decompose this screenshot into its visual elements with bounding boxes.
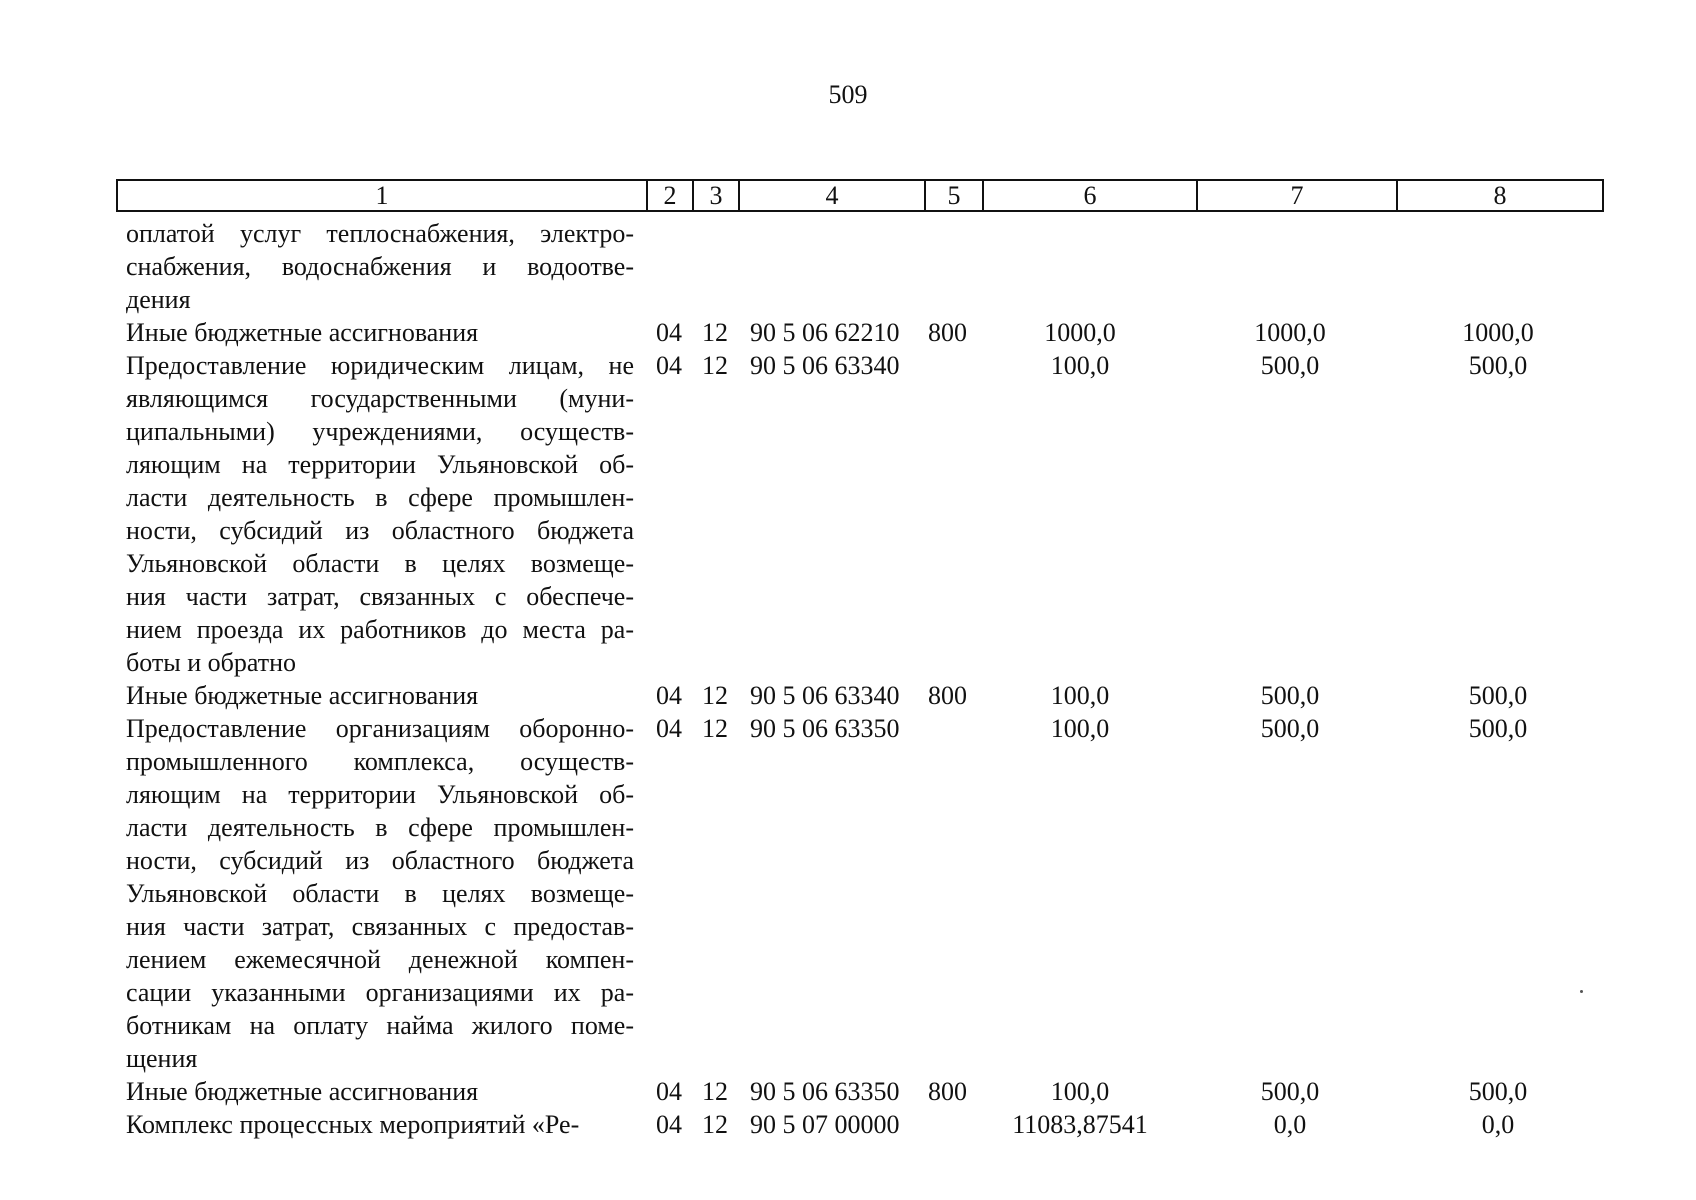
description-line: оплатой услуг теплоснабжения, электро-: [126, 219, 634, 248]
cell-col-7: 500,0: [1260, 351, 1320, 380]
description-line: ния части затрат, связанных с обеспече-: [126, 582, 634, 611]
cell-col-7: 500,0: [1260, 1077, 1320, 1106]
cell-col-3: 12: [702, 1077, 728, 1106]
cell-col-8: 500,0: [1468, 351, 1528, 380]
description-line: ласти деятельность в сфере промышлен-: [126, 483, 634, 512]
table-body: [0, 217, 1696, 1141]
row-description: [126, 316, 634, 349]
cell-col-2: 04: [656, 1077, 682, 1106]
cell-col-2: 04: [656, 318, 682, 347]
description-line: ботникам на оплату найма жилого поме-: [126, 1011, 634, 1040]
cell-col-6: 11083,87541: [1012, 1110, 1148, 1139]
cell-col-8: 1000,0: [1462, 318, 1534, 347]
cell-col-2: 04: [656, 714, 682, 743]
description-line: сации указанными организациями их ра-: [126, 978, 634, 1007]
cell-col-3: 12: [702, 1110, 728, 1139]
row-description: [126, 217, 634, 316]
description-line: Ульяновской области в целях возмеще-: [126, 549, 634, 578]
table-row: [0, 1108, 1696, 1141]
description-line: ласти деятельность в сфере промышлен-: [126, 813, 634, 842]
cell-col-2: 04: [656, 681, 682, 710]
row-description: [126, 712, 634, 1075]
description-line: Предоставление юридическим лицам, не: [126, 351, 634, 380]
description-line: Комплекс процессных мероприятий «Ре-: [126, 1110, 580, 1139]
description-line: нием проезда их работников до места ра-: [126, 615, 634, 644]
description-line: промышленного комплекса, осуществ-: [126, 747, 634, 776]
row-description: [126, 1108, 634, 1141]
cell-col-8: 0,0: [1481, 1110, 1515, 1139]
cell-col-2: 04: [656, 1110, 682, 1139]
description-line: дения: [126, 285, 191, 314]
cell-col-5: 800: [928, 1077, 967, 1106]
table-header: [116, 179, 1604, 212]
description-line: боты и обратно: [126, 648, 297, 677]
cell-col-5: 800: [928, 681, 967, 710]
header-col-4: 4: [740, 181, 926, 210]
cell-col-7: 0,0: [1273, 1110, 1307, 1139]
cell-col-6: 100,0: [1050, 681, 1110, 710]
cell-col-7: 1000,0: [1254, 318, 1326, 347]
table-row: [0, 316, 1696, 349]
header-col-3: 3: [694, 181, 740, 210]
cell-col-8: 500,0: [1468, 714, 1528, 743]
description-line: являющимся государственными (муни-: [126, 384, 634, 413]
description-line: Предоставление организациям оборонно-: [126, 714, 634, 743]
cell-col-8: 500,0: [1468, 1077, 1528, 1106]
description-line: ности, субсидий из областного бюджета: [126, 846, 634, 875]
table-row: [0, 712, 1696, 1075]
page-number: 509: [828, 80, 868, 109]
description-line: Ульяновской области в целях возмеще-: [126, 879, 634, 908]
description-line: снабжения, водоснабжения и водоотве-: [126, 252, 634, 281]
cell-col-6: 100,0: [1050, 351, 1110, 380]
cell-col-3: 12: [702, 714, 728, 743]
cell-col-3: 12: [702, 318, 728, 347]
cell-col-4: 90 5 06 63350: [750, 1077, 900, 1106]
header-col-5: 5: [926, 181, 984, 210]
header-col-2: 2: [648, 181, 694, 210]
description-line: ности, субсидий из областного бюджета: [126, 516, 634, 545]
cell-col-4: 90 5 06 62210: [750, 318, 900, 347]
cell-col-8: 500,0: [1468, 681, 1528, 710]
description-line: ния части затрат, связанных с предостав-: [126, 912, 634, 941]
description-line: ляющим на территории Ульяновской об-: [126, 450, 634, 479]
cell-col-7: 500,0: [1260, 681, 1320, 710]
cell-col-4: 90 5 07 00000: [750, 1110, 900, 1139]
description-line: Иные бюджетные ассигнования: [126, 318, 479, 347]
description-line: Иные бюджетные ассигнования: [126, 681, 479, 710]
header-col-6: 6: [984, 181, 1198, 210]
header-col-1: 1: [118, 181, 648, 210]
cell-col-2: 04: [656, 351, 682, 380]
description-line: ципальными) учреждениями, осуществ-: [126, 417, 634, 446]
cell-col-6: 100,0: [1050, 714, 1110, 743]
description-line: Иные бюджетные ассигнования: [126, 1077, 479, 1106]
table-row: [0, 217, 1696, 316]
header-col-7: 7: [1198, 181, 1398, 210]
table-row: [0, 679, 1696, 712]
cell-col-5: 800: [928, 318, 967, 347]
row-description: [126, 679, 634, 712]
description-line: ляющим на территории Ульяновской об-: [126, 780, 634, 809]
cell-col-3: 12: [702, 681, 728, 710]
table-row: [0, 1075, 1696, 1108]
description-line: щения: [126, 1044, 198, 1073]
cell-col-3: 12: [702, 351, 728, 380]
cell-col-6: 100,0: [1050, 1077, 1110, 1106]
cell-col-4: 90 5 06 63350: [750, 714, 900, 743]
cell-col-7: 500,0: [1260, 714, 1320, 743]
cell-col-6: 1000,0: [1044, 318, 1116, 347]
scan-speck: [1580, 990, 1583, 993]
row-description: [126, 349, 634, 679]
description-line: лением ежемесячной денежной компен-: [126, 945, 634, 974]
row-description: [126, 1075, 634, 1108]
table-row: [0, 349, 1696, 679]
header-col-8: 8: [1493, 181, 1507, 210]
cell-col-4: 90 5 06 63340: [750, 351, 900, 380]
cell-col-4: 90 5 06 63340: [750, 681, 900, 710]
